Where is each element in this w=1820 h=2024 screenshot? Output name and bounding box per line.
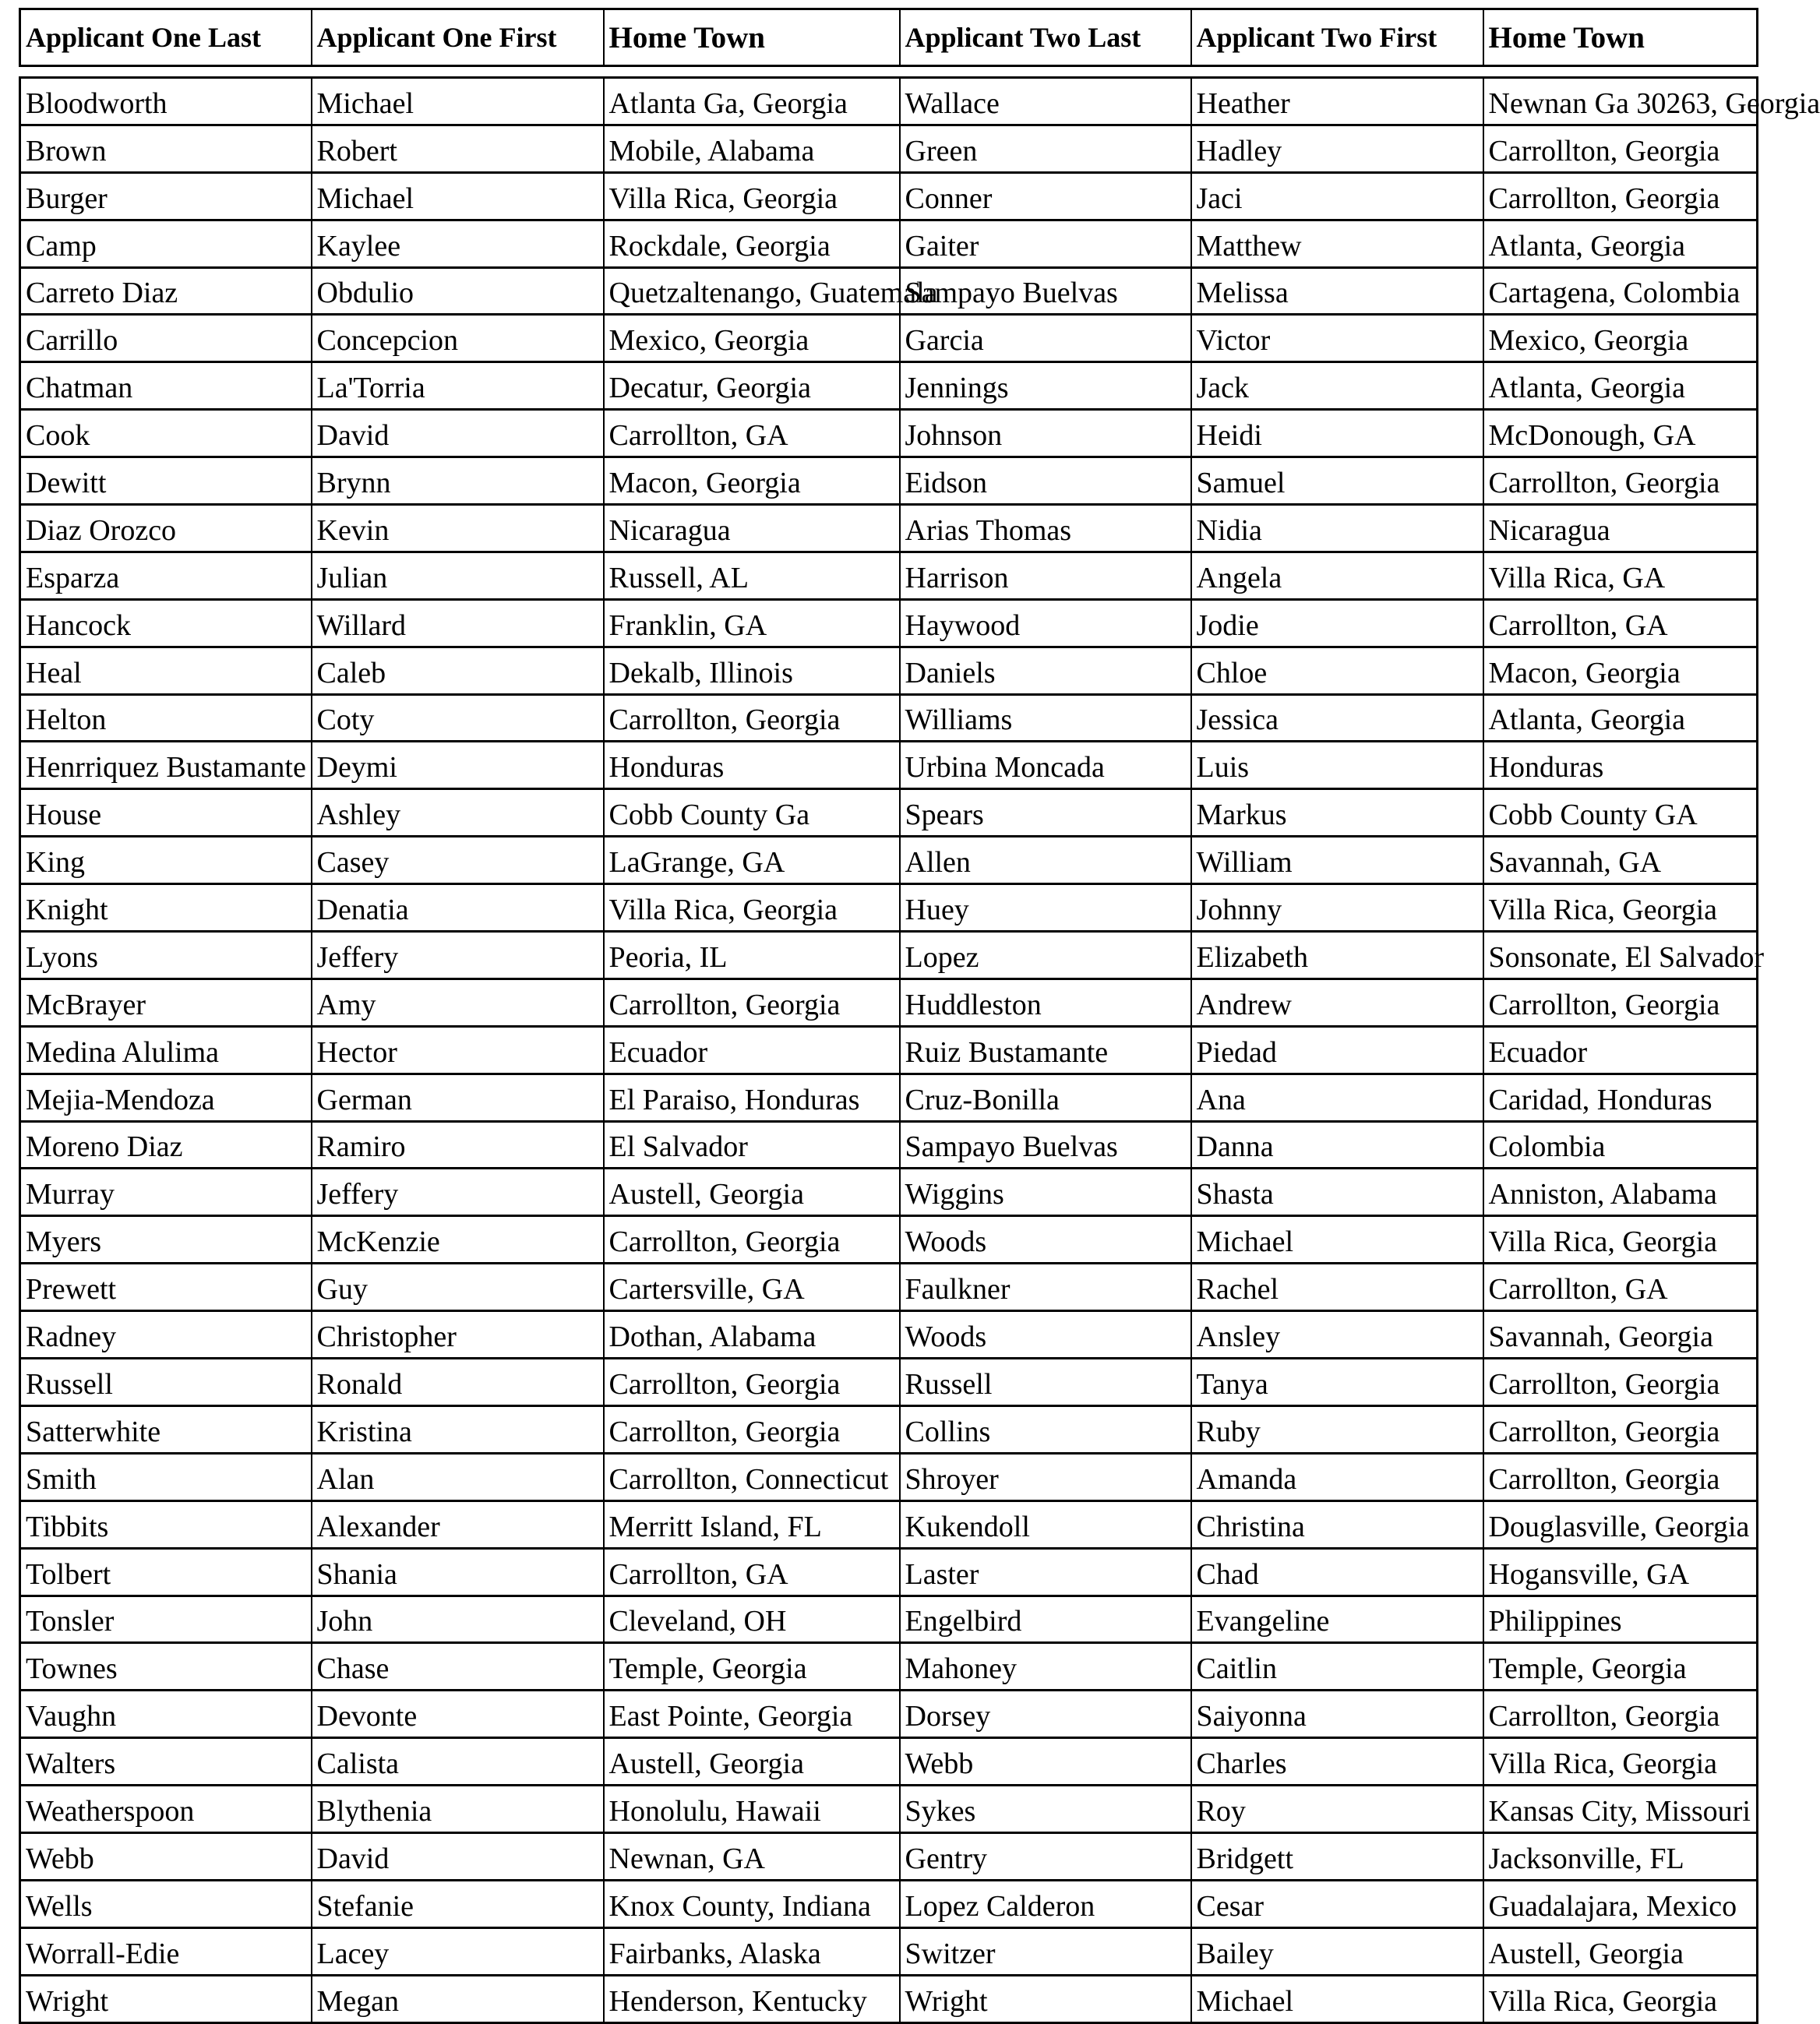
cell-applicant-two-first: Michael (1191, 1216, 1483, 1264)
cell-home-town-one: Dekalb, Illinois (604, 647, 900, 694)
cell-home-town-two: Newnan Ga 30263, Georgia (1488, 86, 1820, 120)
cell-applicant-two-first: Hadley (1191, 125, 1483, 172)
cell-home-town-one: Merritt Island, FL (604, 1500, 900, 1548)
cell-applicant-two-last: Allen (900, 837, 1191, 884)
cell-applicant-two-first: Samuel (1191, 457, 1483, 505)
header-home-town-two: Home Town (1488, 20, 1645, 55)
table-row (20, 362, 1758, 410)
cell-applicant-one-last: McBrayer (20, 979, 312, 1026)
cell-home-town-two: Carrollton, Georgia (1483, 979, 1758, 1026)
cell-applicant-two-first: Jack (1191, 362, 1483, 410)
cell-home-town-one: El Salvador (604, 1121, 900, 1169)
cell-applicant-two-last: Wallace (900, 78, 1191, 125)
cell-home-town-one: Austell, Georgia (604, 1169, 900, 1216)
cell-applicant-one-last: Walters (20, 1738, 312, 1786)
table-row (20, 1548, 1758, 1596)
cell-applicant-one-first: La'Torria (312, 362, 604, 410)
cell-applicant-two-first: Caitlin (1191, 1643, 1483, 1691)
cell-applicant-one-last: Smith (20, 1453, 312, 1500)
cell-applicant-two-last: Conner (900, 172, 1191, 220)
cell-home-town-one: El Paraiso, Honduras (604, 1074, 900, 1121)
cell-applicant-one-first: Caleb (312, 647, 604, 694)
cell-applicant-one-last: Satterwhite (20, 1405, 312, 1453)
table-row (20, 267, 1758, 315)
cell-home-town-one: Cobb County Ga (604, 789, 900, 837)
cell-applicant-two-last: Ruiz Bustamante (900, 1026, 1191, 1074)
table-row (20, 1026, 1758, 1074)
cell-applicant-one-first: Denatia (312, 884, 604, 932)
cell-home-town-one: Quetzaltenango, Guatemala (604, 267, 900, 315)
cell-applicant-one-first: Megan (312, 1975, 604, 2022)
cell-home-town-two: Carrollton, Georgia (1483, 1359, 1758, 1406)
cell-home-town-one: Henderson, Kentucky (604, 1975, 900, 2022)
cell-applicant-two-first: Matthew (1191, 220, 1483, 267)
cell-applicant-two-last: Urbina Moncada (900, 742, 1191, 789)
cell-home-town-one: Villa Rica, Georgia (604, 884, 900, 932)
cell-applicant-two-last: Green (900, 125, 1191, 172)
table-row (20, 1927, 1758, 1975)
table-row (20, 647, 1758, 694)
cell-applicant-one-first: Stefanie (312, 1880, 604, 1927)
cell-home-town-one: Mobile, Alabama (604, 125, 900, 172)
cell-applicant-two-first: Michael (1191, 1975, 1483, 2022)
cell-applicant-one-first: Kaylee (312, 220, 604, 267)
cell-applicant-two-first: Charles (1191, 1738, 1483, 1786)
cell-applicant-one-last: Esparza (20, 552, 312, 599)
cell-home-town-two: Carrollton, Georgia (1483, 172, 1758, 220)
cell-applicant-one-last: Burger (20, 172, 312, 220)
cell-applicant-one-last: Heal (20, 647, 312, 694)
cell-applicant-one-first: Devonte (312, 1691, 604, 1738)
cell-home-town-two: Hogansville, GA (1483, 1548, 1758, 1596)
cell-home-town-two: Honduras (1483, 742, 1758, 789)
cell-home-town-two: Villa Rica, Georgia (1483, 1738, 1758, 1786)
cell-applicant-one-last: Diaz Orozco (20, 505, 312, 552)
cell-home-town-two: Carrollton, GA (1483, 1264, 1758, 1311)
cell-home-town-one: Russell, AL (604, 552, 900, 599)
cell-applicant-one-last: Webb (20, 1832, 312, 1880)
cell-home-town-two: Villa Rica, Georgia (1483, 1975, 1758, 2022)
cell-applicant-one-last: Worrall-Edie (20, 1927, 312, 1975)
table-row (20, 1786, 1758, 1833)
cell-home-town-one: Carrollton, Connecticut (604, 1453, 900, 1500)
cell-applicant-two-last: Laster (900, 1548, 1191, 1596)
cell-home-town-two: Austell, Georgia (1483, 1927, 1758, 1975)
cell-applicant-one-last: House (20, 789, 312, 837)
table-row (20, 1643, 1758, 1691)
cell-applicant-one-last: Carreto Diaz (20, 267, 312, 315)
cell-applicant-one-last: Brown (20, 125, 312, 172)
cell-applicant-two-first: Heidi (1191, 410, 1483, 457)
cell-home-town-one: Carrollton, Georgia (604, 1359, 900, 1406)
cell-applicant-two-first: Angela (1191, 552, 1483, 599)
cell-applicant-one-last: Wells (20, 1880, 312, 1927)
table-row (20, 1691, 1758, 1738)
cell-applicant-two-last: Spears (900, 789, 1191, 837)
cell-applicant-one-first: David (312, 410, 604, 457)
cell-applicant-two-first: Cesar (1191, 1880, 1483, 1927)
cell-home-town-one: Honduras (604, 742, 900, 789)
table-row (20, 789, 1758, 837)
cell-applicant-two-first: Melissa (1191, 267, 1483, 315)
cell-applicant-two-last: Huey (900, 884, 1191, 932)
cell-home-town-one: Newnan, GA (604, 1832, 900, 1880)
cell-applicant-two-first: Bridgett (1191, 1832, 1483, 1880)
cell-applicant-one-last: Henrriquez Bustamante (20, 742, 312, 789)
cell-applicant-one-first: Amy (312, 979, 604, 1026)
table-row (20, 599, 1758, 647)
cell-applicant-two-first: Elizabeth (1191, 932, 1483, 979)
cell-applicant-one-first: McKenzie (312, 1216, 604, 1264)
cell-applicant-one-last: Camp (20, 220, 312, 267)
cell-home-town-one: Macon, Georgia (604, 457, 900, 505)
cell-applicant-two-last: Mahoney (900, 1643, 1191, 1691)
cell-home-town-one: Knox County, Indiana (604, 1880, 900, 1927)
header-applicant-two-last: Applicant Two Last (900, 9, 1191, 66)
cell-home-town-one: LaGrange, GA (604, 837, 900, 884)
cell-applicant-one-last: Murray (20, 1169, 312, 1216)
cell-applicant-one-last: Prewett (20, 1264, 312, 1311)
table-row (20, 1596, 1758, 1643)
table-row (20, 125, 1758, 172)
table-row (20, 220, 1758, 267)
cell-applicant-one-last: Hancock (20, 599, 312, 647)
cell-applicant-one-first: Jeffery (312, 1169, 604, 1216)
cell-home-town-two: Temple, Georgia (1483, 1643, 1758, 1691)
cell-applicant-two-last: Dorsey (900, 1691, 1191, 1738)
cell-applicant-one-last: Wright (20, 1975, 312, 2022)
table-row (20, 1880, 1758, 1927)
cell-applicant-one-first: Guy (312, 1264, 604, 1311)
cell-home-town-two: Cobb County GA (1483, 789, 1758, 837)
table-row (20, 1359, 1758, 1406)
table-row (20, 1311, 1758, 1359)
cell-applicant-two-first: Johnny (1191, 884, 1483, 932)
cell-applicant-two-first: Jaci (1191, 172, 1483, 220)
cell-applicant-two-first: Ansley (1191, 1311, 1483, 1359)
cell-home-town-one: Atlanta Ga, Georgia (604, 78, 900, 125)
cell-applicant-one-last: King (20, 837, 312, 884)
cell-home-town-one: Rockdale, Georgia (604, 220, 900, 267)
cell-applicant-one-first: Blythenia (312, 1786, 604, 1833)
cell-applicant-two-last: Woods (900, 1216, 1191, 1264)
cell-applicant-two-first: Jodie (1191, 599, 1483, 647)
cell-applicant-one-first: Ramiro (312, 1121, 604, 1169)
cell-home-town-two: Anniston, Alabama (1483, 1169, 1758, 1216)
cell-home-town-two: Atlanta, Georgia (1483, 362, 1758, 410)
cell-applicant-two-first: Ana (1191, 1074, 1483, 1121)
table-row (20, 1264, 1758, 1311)
cell-home-town-two: Carrollton, Georgia (1483, 125, 1758, 172)
cell-applicant-two-first: Ruby (1191, 1405, 1483, 1453)
cell-applicant-two-first: Evangeline (1191, 1596, 1483, 1643)
cell-applicant-one-last: Tonsler (20, 1596, 312, 1643)
cell-applicant-two-last: Shroyer (900, 1453, 1191, 1500)
cell-applicant-one-first: Calista (312, 1738, 604, 1786)
cell-home-town-one: Cleveland, OH (604, 1596, 900, 1643)
cell-home-town-one: Carrollton, Georgia (604, 694, 900, 742)
cell-applicant-two-first: Danna (1191, 1121, 1483, 1169)
cell-home-town-one: Carrollton, GA (604, 1548, 900, 1596)
cell-applicant-one-first: Casey (312, 837, 604, 884)
table-row (20, 979, 1758, 1026)
cell-applicant-one-first: Michael (312, 78, 604, 125)
cell-applicant-two-last: Gaiter (900, 220, 1191, 267)
cell-applicant-one-last: Vaughn (20, 1691, 312, 1738)
cell-home-town-one: Temple, Georgia (604, 1643, 900, 1691)
cell-applicant-one-last: Cook (20, 410, 312, 457)
cell-home-town-two: Kansas City, Missouri (1483, 1786, 1758, 1833)
cell-applicant-one-first: Kevin (312, 505, 604, 552)
cell-applicant-one-first: Concepcion (312, 315, 604, 362)
cell-applicant-one-last: Radney (20, 1311, 312, 1359)
cell-applicant-two-first: Shasta (1191, 1169, 1483, 1216)
cell-applicant-two-last: Gentry (900, 1832, 1191, 1880)
cell-applicant-one-first: Julian (312, 552, 604, 599)
cell-applicant-two-first: Luis (1191, 742, 1483, 789)
cell-applicant-one-first: Chase (312, 1643, 604, 1691)
cell-home-town-one: Cartersville, GA (604, 1264, 900, 1311)
cell-home-town-two: Macon, Georgia (1483, 647, 1758, 694)
cell-applicant-two-last: Webb (900, 1738, 1191, 1786)
table-row (20, 410, 1758, 457)
cell-home-town-one: Carrollton, Georgia (604, 1405, 900, 1453)
cell-applicant-one-first: Obdulio (312, 267, 604, 315)
cell-home-town-one: Carrollton, GA (604, 410, 900, 457)
cell-home-town-two: Caridad, Honduras (1483, 1074, 1758, 1121)
cell-home-town-two: Villa Rica, GA (1483, 552, 1758, 599)
cell-applicant-one-last: Tibbits (20, 1500, 312, 1548)
table-row (20, 552, 1758, 599)
cell-applicant-one-last: Townes (20, 1643, 312, 1691)
cell-applicant-two-last: Johnson (900, 410, 1191, 457)
table-row (20, 505, 1758, 552)
cell-applicant-two-last: Woods (900, 1311, 1191, 1359)
cell-applicant-one-last: Medina Alulima (20, 1026, 312, 1074)
cell-applicant-one-first: Michael (312, 172, 604, 220)
cell-applicant-two-first: Andrew (1191, 979, 1483, 1026)
header-applicant-one-first: Applicant One First (312, 9, 604, 66)
cell-applicant-two-first: Nidia (1191, 505, 1483, 552)
cell-home-town-two: Villa Rica, Georgia (1483, 884, 1758, 932)
cell-applicant-one-last: Carrillo (20, 315, 312, 362)
cell-applicant-one-first: Robert (312, 125, 604, 172)
cell-applicant-two-last: Eidson (900, 457, 1191, 505)
applicant-list-page (19, 8, 1820, 2024)
cell-home-town-two: Carrollton, Georgia (1483, 457, 1758, 505)
cell-applicant-one-first: Brynn (312, 457, 604, 505)
header-applicant-two-first: Applicant Two First (1191, 9, 1483, 66)
cell-applicant-two-first: William (1191, 837, 1483, 884)
cell-applicant-two-first: Heather (1191, 78, 1483, 125)
table-row (20, 78, 1758, 125)
cell-applicant-one-first: Alan (312, 1453, 604, 1500)
cell-applicant-one-last: Mejia-Mendoza (20, 1074, 312, 1121)
cell-applicant-one-last: Bloodworth (20, 78, 312, 125)
cell-home-town-one: Nicaragua (604, 505, 900, 552)
table-row (20, 1738, 1758, 1786)
cell-applicant-two-last: Haywood (900, 599, 1191, 647)
table-row (20, 837, 1758, 884)
table-row (20, 932, 1758, 979)
cell-applicant-one-last: Myers (20, 1216, 312, 1264)
cell-home-town-one: Austell, Georgia (604, 1738, 900, 1786)
cell-applicant-one-last: Weatherspoon (20, 1786, 312, 1833)
cell-home-town-one: Peoria, IL (604, 932, 900, 979)
table-row (20, 457, 1758, 505)
cell-applicant-one-first: Deymi (312, 742, 604, 789)
cell-applicant-two-first: Amanda (1191, 1453, 1483, 1500)
cell-applicant-two-last: Wiggins (900, 1169, 1191, 1216)
cell-applicant-two-last: Engelbird (900, 1596, 1191, 1643)
cell-applicant-one-first: Christopher (312, 1311, 604, 1359)
cell-home-town-two: Nicaragua (1483, 505, 1758, 552)
cell-applicant-two-first: Chloe (1191, 647, 1483, 694)
cell-applicant-two-last: Sykes (900, 1786, 1191, 1833)
cell-applicant-two-last: Lopez (900, 932, 1191, 979)
cell-applicant-two-last: Sampayo Buelvas (900, 1121, 1191, 1169)
cell-applicant-one-first: German (312, 1074, 604, 1121)
cell-applicant-two-last: Daniels (900, 647, 1191, 694)
cell-home-town-one: Ecuador (604, 1026, 900, 1074)
cell-applicant-one-first: Ashley (312, 789, 604, 837)
cell-applicant-two-first: Rachel (1191, 1264, 1483, 1311)
table-row (20, 694, 1758, 742)
header-applicant-one-last: Applicant One Last (20, 9, 312, 66)
cell-applicant-one-first: David (312, 1832, 604, 1880)
table-row (20, 1216, 1758, 1264)
cell-home-town-two: Atlanta, Georgia (1483, 220, 1758, 267)
cell-applicant-one-first: Lacey (312, 1927, 604, 1975)
cell-applicant-one-first: Ronald (312, 1359, 604, 1406)
cell-home-town-one: Carrollton, Georgia (604, 979, 900, 1026)
cell-home-town-two: Carrollton, GA (1483, 599, 1758, 647)
table-row (20, 1074, 1758, 1121)
cell-home-town-two: Atlanta, Georgia (1483, 694, 1758, 742)
cell-applicant-one-first: Hector (312, 1026, 604, 1074)
table-row (20, 172, 1758, 220)
header-home-town-one: Home Town (604, 9, 900, 66)
cell-applicant-two-last: Faulkner (900, 1264, 1191, 1311)
cell-home-town-one: Mexico, Georgia (604, 315, 900, 362)
cell-applicant-two-last: Harrison (900, 552, 1191, 599)
cell-home-town-two: Mexico, Georgia (1483, 315, 1758, 362)
cell-applicant-two-first: Jessica (1191, 694, 1483, 742)
table-row (20, 1975, 1758, 2022)
cell-home-town-two: Philippines (1483, 1596, 1758, 1643)
cell-applicant-two-first: Tanya (1191, 1359, 1483, 1406)
cell-applicant-one-first: Jeffery (312, 932, 604, 979)
table-row (20, 1500, 1758, 1548)
cell-applicant-two-first: Chad (1191, 1548, 1483, 1596)
cell-applicant-two-last: Russell (900, 1359, 1191, 1406)
table-row (20, 742, 1758, 789)
cell-home-town-two: Carrollton, Georgia (1483, 1453, 1758, 1500)
cell-applicant-two-last: Lopez Calderon (900, 1880, 1191, 1927)
table-row (20, 884, 1758, 932)
cell-applicant-two-last: Collins (900, 1405, 1191, 1453)
cell-applicant-two-first: Markus (1191, 789, 1483, 837)
cell-home-town-two: Douglasville, Georgia (1483, 1500, 1758, 1548)
cell-applicant-two-first: Piedad (1191, 1026, 1483, 1074)
cell-home-town-two: Carrollton, Georgia (1483, 1691, 1758, 1738)
table-row (20, 1405, 1758, 1453)
cell-applicant-one-first: Willard (312, 599, 604, 647)
cell-applicant-two-last: Arias Thomas (900, 505, 1191, 552)
table-row (20, 1169, 1758, 1216)
cell-applicant-two-last: Kukendoll (900, 1500, 1191, 1548)
cell-home-town-two: Colombia (1483, 1121, 1758, 1169)
cell-applicant-two-last: Huddleston (900, 979, 1191, 1026)
applicant-table (19, 76, 1820, 2024)
cell-home-town-one: Decatur, Georgia (604, 362, 900, 410)
cell-applicant-two-last: Switzer (900, 1927, 1191, 1975)
cell-applicant-two-last: Jennings (900, 362, 1191, 410)
cell-home-town-two: Cartagena, Colombia (1483, 267, 1758, 315)
cell-applicant-two-last: Cruz-Bonilla (900, 1074, 1191, 1121)
cell-home-town-one: Franklin, GA (604, 599, 900, 647)
header-row (19, 8, 1758, 67)
cell-applicant-one-last: Tolbert (20, 1548, 312, 1596)
cell-applicant-one-last: Knight (20, 884, 312, 932)
cell-applicant-two-first: Christina (1191, 1500, 1483, 1548)
cell-home-town-two: Guadalajara, Mexico (1483, 1880, 1758, 1927)
cell-applicant-two-first: Victor (1191, 315, 1483, 362)
cell-home-town-one: Carrollton, Georgia (604, 1216, 900, 1264)
cell-applicant-one-last: Lyons (20, 932, 312, 979)
cell-applicant-two-last: Sampayo Buelvas (900, 267, 1191, 315)
cell-home-town-one: Fairbanks, Alaska (604, 1927, 900, 1975)
cell-home-town-two: Savannah, GA (1483, 837, 1758, 884)
cell-home-town-two: McDonough, GA (1483, 410, 1758, 457)
cell-applicant-one-last: Russell (20, 1359, 312, 1406)
table-row (20, 1453, 1758, 1500)
cell-applicant-one-first: Kristina (312, 1405, 604, 1453)
cell-applicant-one-last: Dewitt (20, 457, 312, 505)
cell-home-town-two: Jacksonville, FL (1483, 1832, 1758, 1880)
cell-home-town-one: East Pointe, Georgia (604, 1691, 900, 1738)
cell-applicant-one-first: John (312, 1596, 604, 1643)
cell-applicant-two-first: Saiyonna (1191, 1691, 1483, 1738)
cell-home-town-two: Sonsonate, El Salvador (1483, 932, 1758, 979)
cell-home-town-two: Villa Rica, Georgia (1483, 1216, 1758, 1264)
cell-applicant-one-last: Helton (20, 694, 312, 742)
cell-applicant-one-last: Chatman (20, 362, 312, 410)
cell-home-town-one: Honolulu, Hawaii (604, 1786, 900, 1833)
table-row (20, 1832, 1758, 1880)
cell-applicant-two-last: Williams (900, 694, 1191, 742)
cell-applicant-one-first: Shania (312, 1548, 604, 1596)
cell-applicant-one-first: Coty (312, 694, 604, 742)
cell-applicant-two-first: Bailey (1191, 1927, 1483, 1975)
cell-home-town-two: Savannah, Georgia (1483, 1311, 1758, 1359)
cell-applicant-two-last: Garcia (900, 315, 1191, 362)
cell-applicant-one-last: Moreno Diaz (20, 1121, 312, 1169)
cell-applicant-one-first: Alexander (312, 1500, 604, 1548)
table-row (20, 315, 1758, 362)
cell-home-town-two: Ecuador (1483, 1026, 1758, 1074)
cell-applicant-two-first: Roy (1191, 1786, 1483, 1833)
cell-home-town-one: Dothan, Alabama (604, 1311, 900, 1359)
cell-applicant-two-last: Wright (900, 1975, 1191, 2022)
cell-home-town-two: Carrollton, Georgia (1483, 1405, 1758, 1453)
table-row (20, 1121, 1758, 1169)
cell-home-town-one: Villa Rica, Georgia (604, 172, 900, 220)
